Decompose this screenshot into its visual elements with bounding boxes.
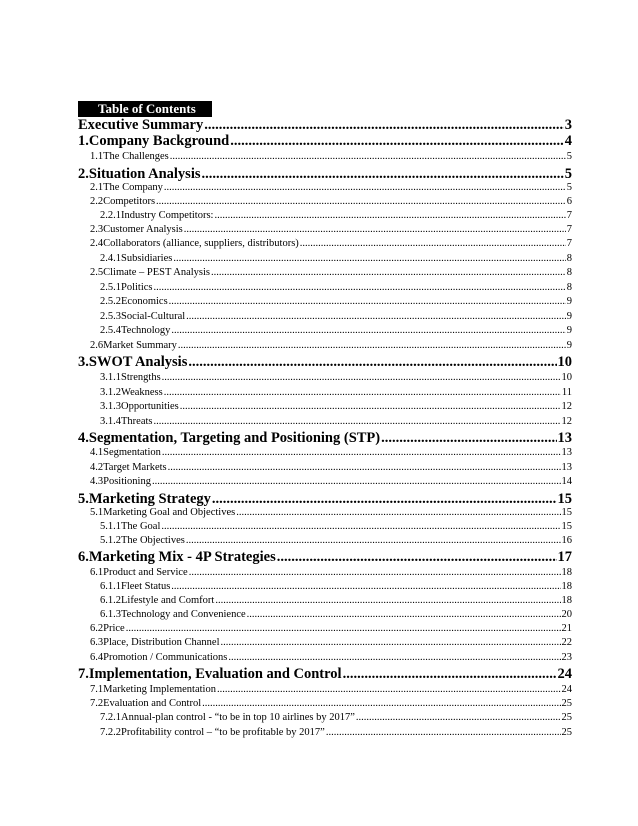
- toc-entry-label: The Objectives: [121, 535, 185, 546]
- toc-page-number: 7: [566, 238, 572, 249]
- toc-entry-number: 1.1: [90, 151, 104, 162]
- toc-entry[interactable]: [100, 609, 572, 623]
- toc-dot-leader: [178, 340, 566, 351]
- toc-dot-leader: [162, 372, 561, 383]
- toc-entry[interactable]: [90, 698, 572, 712]
- toc-page-number: 15: [561, 521, 572, 532]
- toc-dot-leader: [204, 117, 564, 134]
- toc-entry[interactable]: [90, 238, 572, 252]
- toc-page-number: 23: [561, 652, 572, 663]
- toc-entry[interactable]: [90, 623, 572, 637]
- toc-dot-leader: [215, 595, 560, 606]
- toc-dot-leader: [228, 652, 560, 663]
- toc-entry[interactable]: [90, 476, 572, 490]
- toc-entry-number: 3.1.4: [100, 416, 121, 427]
- toc-page-number: 18: [561, 581, 572, 592]
- toc-entry-number: 5.1: [90, 507, 104, 518]
- toc-dot-leader: [220, 637, 560, 648]
- toc-dot-leader: [154, 282, 566, 293]
- toc-entry[interactable]: [78, 430, 572, 447]
- toc-entry[interactable]: [90, 182, 572, 196]
- toc-page-number: 17: [557, 549, 572, 565]
- toc-entry-label: The Goal: [121, 521, 161, 532]
- toc-entry-number: 6.1.1: [100, 581, 121, 592]
- toc-dot-leader: [381, 430, 556, 447]
- toc-entry-label: Social-Cultural: [121, 311, 186, 322]
- toc-entry-number: 6.: [78, 549, 89, 565]
- toc-entry-number: 2.5.2: [100, 296, 121, 307]
- toc-entry-number: 4.2: [90, 462, 104, 473]
- toc-entry-number: 2.4.1: [100, 253, 121, 264]
- toc-dot-leader: [230, 133, 564, 150]
- toc-entry-label: Strengths: [121, 372, 161, 383]
- toc-page-number: 24: [557, 666, 572, 682]
- toc-entry-number: 7.2.2: [100, 727, 121, 738]
- toc-page-number: 4: [564, 133, 572, 149]
- toc-page-number: 9: [566, 340, 572, 351]
- toc-entry-number: 2.5.3: [100, 311, 121, 322]
- toc-page-number: 3: [564, 117, 572, 133]
- toc-entry-number: 2.5.4: [100, 325, 121, 336]
- toc-entry-number: 2.3: [90, 224, 104, 235]
- toc-entry-number: 2.5: [90, 267, 104, 278]
- toc-entry[interactable]: [90, 652, 572, 666]
- toc-dot-leader: [356, 712, 561, 723]
- toc-page-number: 5: [566, 151, 572, 162]
- toc-entry[interactable]: [90, 340, 572, 354]
- toc-page-number: 14: [561, 476, 572, 487]
- toc-entry[interactable]: [100, 210, 572, 224]
- toc-entry-number: 3.: [78, 354, 89, 370]
- toc-entry[interactable]: [90, 637, 572, 651]
- toc-page-number: 15: [561, 507, 572, 518]
- toc-entry-label: SWOT Analysis: [88, 354, 188, 370]
- toc-entry[interactable]: [78, 354, 572, 371]
- toc-entry-label: Subsidiaries: [121, 253, 173, 264]
- toc-page-number: 5: [566, 182, 572, 193]
- toc-entry-number: 2.6: [90, 340, 104, 351]
- toc-entry-label: Positioning: [103, 476, 151, 487]
- toc-page-number: 11: [561, 387, 572, 398]
- toc-page-number: 25: [561, 698, 572, 709]
- toc-entry[interactable]: [100, 325, 572, 339]
- toc-entry-label: Weakness: [121, 387, 163, 398]
- toc-dot-leader: [164, 387, 561, 398]
- toc-entry-label: Annual-plan control - “to be in top 10 airlines by 2017”: [121, 712, 355, 723]
- toc-entry-number: 2.5.1: [100, 282, 121, 293]
- toc-page-number: 5: [564, 166, 572, 182]
- toc-page-number: 25: [561, 712, 572, 723]
- toc-dot-leader: [343, 666, 557, 683]
- toc-entry[interactable]: [100, 595, 572, 609]
- toc-entry-number: 2.4: [90, 238, 104, 249]
- toc-dot-leader: [247, 609, 561, 620]
- toc-entry-label: Market Summary: [103, 340, 177, 351]
- toc-page-number: 13: [561, 447, 572, 458]
- toc-entry[interactable]: [100, 727, 572, 741]
- toc-entry[interactable]: [100, 296, 572, 310]
- toc-dot-leader: [202, 698, 560, 709]
- toc-page-number: 18: [561, 595, 572, 606]
- toc-page-number: 20: [561, 609, 572, 620]
- toc-entry[interactable]: [90, 196, 572, 210]
- toc-entry-label: Industry Competitors:: [121, 210, 214, 221]
- toc-page-number: 8: [566, 267, 572, 278]
- toc-entry[interactable]: [100, 521, 572, 535]
- toc-entry[interactable]: [78, 117, 572, 134]
- toc-entry-number: 7.: [78, 666, 89, 682]
- toc-page-number: 8: [566, 253, 572, 264]
- toc-entry-label: Climate – PEST Analysis: [103, 267, 210, 278]
- toc-entry-label: Marketing Implementation: [103, 684, 216, 695]
- toc-entry-label: Economics: [121, 296, 168, 307]
- toc-entry[interactable]: [90, 151, 572, 165]
- toc-dot-leader: [186, 535, 561, 546]
- toc-page-number: 9: [566, 325, 572, 336]
- toc-page-number: 8: [566, 282, 572, 293]
- toc-entry-label: Target Markets: [103, 462, 167, 473]
- toc-entry-label: Fleet Status: [121, 581, 171, 592]
- toc-page-number: 16: [561, 535, 572, 546]
- toc-entry[interactable]: [100, 581, 572, 595]
- toc-entry-label: Implementation, Evaluation and Control: [88, 666, 342, 682]
- toc-page-number: 9: [566, 296, 572, 307]
- toc-dot-leader: [154, 416, 561, 427]
- toc-entry[interactable]: [100, 372, 572, 386]
- toc-dot-leader: [300, 238, 566, 249]
- toc-dot-leader: [168, 462, 561, 473]
- toc-entry-label: Place, Distribution Channel: [103, 637, 220, 648]
- toc-entry-label: Segmentation, Targeting and Positioning (STP): [88, 430, 381, 446]
- toc-entry[interactable]: [78, 666, 572, 683]
- toc-entry[interactable]: [100, 311, 572, 325]
- toc-dot-leader: [212, 491, 557, 508]
- toc-entry[interactable]: [100, 416, 572, 430]
- toc-entry-label: Technology: [121, 325, 171, 336]
- toc-entry-number: 5.1.2: [100, 535, 121, 546]
- toc-entry[interactable]: [90, 447, 572, 461]
- toc-entry-label: The Challenges: [103, 151, 169, 162]
- toc-entry-label: Marketing Goal and Objectives: [103, 507, 236, 518]
- toc-entry[interactable]: [90, 684, 572, 698]
- toc-entry-number: 6.1.3: [100, 609, 121, 620]
- toc-entry-number: 1.: [78, 133, 89, 149]
- toc-entry[interactable]: [78, 491, 572, 508]
- toc-entry-number: 6.4: [90, 652, 104, 663]
- toc-entry[interactable]: [100, 387, 572, 401]
- toc-dot-leader: [236, 507, 560, 518]
- toc-dot-leader: [186, 311, 566, 322]
- toc-entry-label: Politics: [121, 282, 153, 293]
- toc-entry-number: 3.1.2: [100, 387, 121, 398]
- toc-entry-label: Profitability control – “to be profitable by 2017”: [121, 727, 325, 738]
- toc-page-number: 24: [561, 684, 572, 695]
- toc-entry-number: 4.: [78, 430, 89, 446]
- toc-entry-number: 2.: [78, 166, 89, 182]
- toc-page-number: 7: [566, 224, 572, 235]
- toc-dot-leader: [180, 401, 561, 412]
- toc-entry-label: Price: [103, 623, 125, 634]
- toc-entry-label: Customer Analysis: [103, 224, 183, 235]
- toc-entry-number: 6.1: [90, 567, 104, 578]
- toc-entry-label: Executive Summary: [78, 117, 204, 133]
- toc-dot-leader: [326, 727, 561, 738]
- toc-dot-leader: [211, 267, 566, 278]
- toc-entry-number: 6.3: [90, 637, 104, 648]
- toc-entry-number: 4.1: [90, 447, 104, 458]
- toc-dot-leader: [162, 447, 561, 458]
- toc-entry[interactable]: [100, 712, 572, 726]
- toc-entry-number: 6.2: [90, 623, 104, 634]
- toc-dot-leader: [188, 354, 556, 371]
- toc-page-number: 7: [566, 210, 572, 221]
- toc-entry-number: 2.2.1: [100, 210, 121, 221]
- toc-entry-number: 3.1.3: [100, 401, 121, 412]
- toc-entry-label: The Company: [103, 182, 163, 193]
- toc-entry[interactable]: [90, 462, 572, 476]
- toc-page-number: 22: [561, 637, 572, 648]
- toc-page-number: 12: [561, 416, 572, 427]
- toc-entry-label: Marketing Mix - 4P Strategies: [88, 549, 276, 565]
- toc-entry[interactable]: [90, 507, 572, 521]
- toc-dot-leader: [202, 166, 564, 183]
- toc-entry-number: 5.1.1: [100, 521, 121, 532]
- toc-entry[interactable]: [78, 133, 572, 150]
- toc-entry-number: 3.1.1: [100, 372, 121, 383]
- toc-dot-leader: [189, 567, 561, 578]
- toc-entry-number: 7.2.1: [100, 712, 121, 723]
- toc-entry[interactable]: [78, 166, 572, 183]
- toc-entry-label: Collaborators (alliance, suppliers, distributors): [103, 238, 299, 249]
- toc-dot-leader: [171, 325, 565, 336]
- toc-entry-number: 6.1.2: [100, 595, 121, 606]
- toc-entry-label: Threats: [121, 416, 153, 427]
- toc-entry-number: 2.1: [90, 182, 104, 193]
- toc-entry-label: Company Background: [88, 133, 230, 149]
- toc-dot-leader: [170, 151, 566, 162]
- toc-entry-label: Evaluation and Control: [103, 698, 202, 709]
- toc-dot-leader: [161, 521, 560, 532]
- toc-dot-leader: [156, 196, 566, 207]
- toc-entry[interactable]: [100, 401, 572, 415]
- toc-dot-leader: [217, 684, 561, 695]
- toc-page-number: 12: [561, 401, 572, 412]
- toc-page-number: 9: [566, 311, 572, 322]
- toc-page-number: 15: [557, 491, 572, 507]
- toc-entry-number: 7.1: [90, 684, 104, 695]
- toc-entry[interactable]: [90, 224, 572, 238]
- toc-page-number: 10: [557, 354, 572, 370]
- toc-page-number: 18: [561, 567, 572, 578]
- toc-entry-number: 4.3: [90, 476, 104, 487]
- toc-page-number: 21: [561, 623, 572, 634]
- toc-dot-leader: [184, 224, 566, 235]
- toc-page-number: 10: [561, 372, 572, 383]
- toc-dot-leader: [214, 210, 565, 221]
- toc-dot-leader: [277, 549, 557, 566]
- toc-page-number: 13: [557, 430, 572, 446]
- toc-entry-label: Lifestyle and Comfort: [121, 595, 215, 606]
- toc-title: Table of Contents: [78, 101, 212, 117]
- toc-entry-label: Product and Service: [103, 567, 188, 578]
- toc-entry-label: Competitors: [103, 196, 156, 207]
- toc-entry-label: Segmentation: [103, 447, 161, 458]
- toc-entry[interactable]: [78, 549, 572, 566]
- toc-entry-label: Promotion / Communications: [103, 652, 228, 663]
- toc-entry-number: 7.2: [90, 698, 104, 709]
- toc-page-number: 6: [566, 196, 572, 207]
- toc-entry-label: Technology and Convenience: [121, 609, 246, 620]
- toc-dot-leader: [173, 253, 565, 264]
- toc-dot-leader: [171, 581, 560, 592]
- toc-dot-leader: [126, 623, 561, 634]
- toc-entry[interactable]: [100, 535, 572, 549]
- toc-dot-leader: [164, 182, 566, 193]
- toc-entry-number: 2.2: [90, 196, 104, 207]
- toc-entry-label: Situation Analysis: [88, 166, 201, 182]
- toc-entry[interactable]: [90, 267, 572, 281]
- toc-entry-label: Marketing Strategy: [88, 491, 211, 507]
- toc-page-number: 25: [561, 727, 572, 738]
- toc-entry[interactable]: [90, 567, 572, 581]
- toc-dot-leader: [152, 476, 561, 487]
- toc-dot-leader: [169, 296, 566, 307]
- toc-entry-label: Opportunities: [121, 401, 179, 412]
- toc-entry[interactable]: [100, 253, 572, 267]
- toc-page-number: 13: [561, 462, 572, 473]
- toc-entry[interactable]: [100, 282, 572, 296]
- toc-entry-number: 5.: [78, 491, 89, 507]
